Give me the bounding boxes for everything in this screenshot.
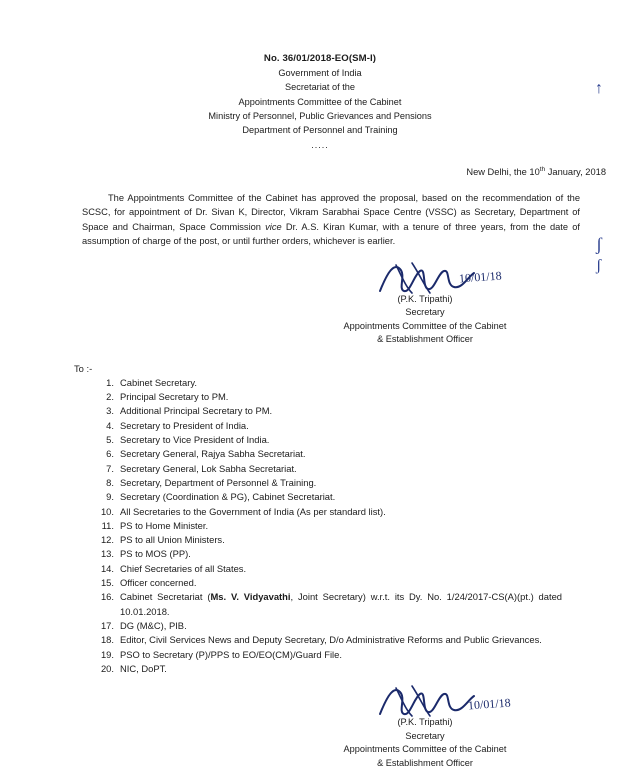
list-item: Secretary (Coordination & PG), Cabinet Secretariat. [120, 491, 336, 503]
ink-mark-right-lower: ʃ [596, 257, 602, 274]
header-line-1: Government of India [278, 68, 362, 79]
signature-block-bottom [0, 686, 640, 770]
list-item: DG (M&C), PIB. [120, 619, 187, 631]
signatory-office-line1-top: Appointments Committee of the Cabinet [343, 320, 507, 331]
list-item: Secretary General, Lok Sabha Secretariat. [120, 462, 297, 474]
list-item-cabinet-secretariat [96, 590, 640, 619]
to-label: To :- [74, 362, 93, 374]
signatory-name-top: (P.K. Tripathi) [397, 293, 453, 304]
list-item: Secretary, Department of Personnel & Training. [120, 476, 317, 488]
recipients-list [0, 376, 640, 676]
list-item-editor: Editor, Civil Services News and Deputy Secretary, D/o Administrative Reforms and Public Grievances. [120, 634, 542, 646]
reference-number: No. 36/01/2018-EO(SM-I) [263, 53, 377, 64]
document-page [0, 52, 640, 768]
paragraph-text-part-2: Dr. A.S. Kiran Kumar, with a tenure of three years, from the date of assumption of charge of the post, or until further orders, whichever is earlier. [82, 221, 580, 247]
list-item: Principal Secretary to PM. [120, 391, 229, 403]
list-item: Officer concerned. [120, 577, 197, 589]
signature-graphic-top [210, 263, 640, 293]
signatory-name-bottom: (P.K. Tripathi) [397, 717, 453, 728]
header-line-5: Department of Personnel and Training [242, 125, 398, 136]
list-item: Secretary to Vice President of India. [120, 434, 270, 446]
list-item: Additional Principal Secretary to PM. [120, 405, 273, 417]
signature-graphic-bottom [210, 686, 640, 716]
header-line-3: Appointments Committee of the Cabinet [238, 96, 402, 107]
header-line-2: Secretariat of the [285, 82, 355, 93]
signature-date-top: 10/01/18 [458, 268, 503, 286]
signatory-office-line2-top: & Establishment Officer [377, 334, 473, 345]
paragraph-italic-vice: vice [265, 221, 282, 232]
list-item: PS to MOS (PP). [120, 548, 191, 560]
place-and-date [0, 166, 640, 177]
list-item: PSO to Secretary (P)/PPS to EO/EO(CM)/Guard File. [120, 648, 342, 660]
signature-block-top [0, 263, 640, 347]
list-item: PS to all Union Ministers. [120, 534, 225, 546]
list-item: Secretary General, Rajya Sabha Secretariat. [120, 448, 306, 460]
list-item: Secretary to President of India. [120, 419, 249, 431]
ink-mark-top: ↑ [595, 80, 603, 97]
paragraph-text-part-1: The Appointments Committee of the Cabinet has approved the proposal, based on the recommendation of the SCSC, for appointment of Dr. Sivan K, Director, Vikram Sarabhai Space Centre (VSSC) as Secretary, Department of Space and Chairman, Space Commission [82, 192, 580, 232]
signatory-office-line1-bottom: Appointments Committee of the Cabinet [343, 744, 507, 755]
signatory-office-line2-bottom: & Establishment Officer [377, 757, 473, 768]
place-date-suffix: January, 2018 [545, 167, 606, 178]
signatory-designation-top: Secretary [405, 307, 445, 318]
list-item: NIC, DoPT. [120, 662, 167, 674]
header-separator-dots: ..... [311, 140, 329, 151]
list-item: PS to Home Minister. [120, 519, 209, 531]
header-line-4: Ministry of Personnel, Public Grievances and Pensions [208, 110, 432, 121]
list-item: Chief Secretaries of all States. [120, 562, 247, 574]
recipient-16-pre: Cabinet Secretariat ( [120, 591, 211, 603]
recipient-16-post: , Joint Secretary) w.r.t. its Dy. No. 1/24/2017-CS(A)(pt.) dated 10.01.2018. [120, 591, 562, 617]
ink-mark-right-upper: ʃ [596, 234, 602, 254]
recipient-16-bold-name: Ms. V. Vidyavathi [210, 591, 291, 603]
document-header [0, 52, 640, 152]
place-date-superscript: th [539, 166, 546, 174]
list-item: Cabinet Secretary. [120, 376, 197, 388]
list-item: All Secretaries to the Government of India (As per standard list). [120, 505, 386, 517]
signature-date-bottom: 10/01/18 [467, 695, 512, 713]
place-date-prefix: New Delhi, the 10 [466, 167, 540, 178]
order-paragraph [0, 191, 640, 249]
signatory-designation-bottom: Secretary [405, 730, 445, 741]
